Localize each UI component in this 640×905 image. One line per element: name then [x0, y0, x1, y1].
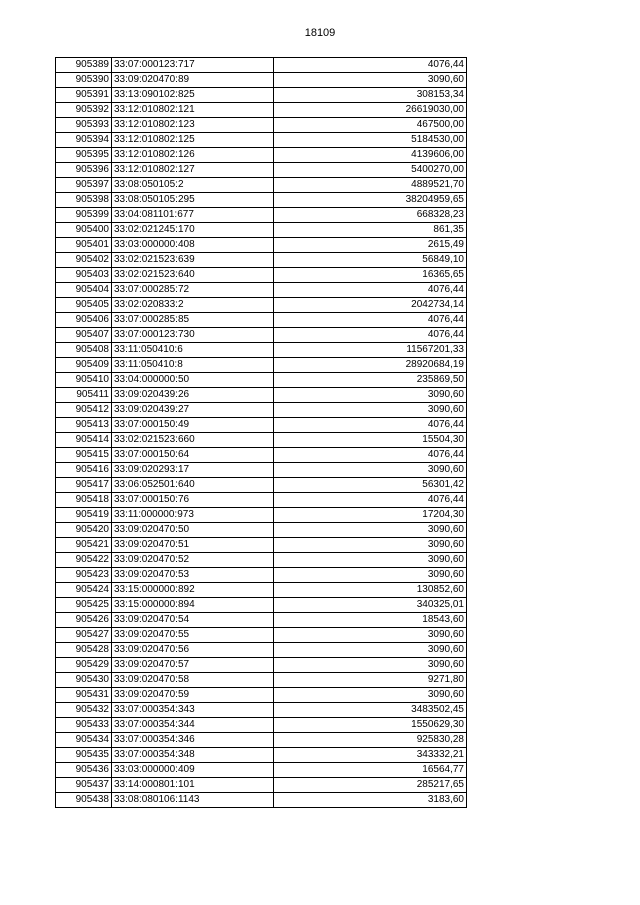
table-row: [56, 163, 467, 178]
cadastral-value-cell: 861,35: [274, 223, 467, 238]
cadastral-value-cell: 4076,44: [274, 418, 467, 433]
table-row: [56, 568, 467, 583]
cadastral-number-cell: 33:07:000285:85: [112, 313, 274, 328]
cadastral-number-cell: 33:02:020833:2: [112, 298, 274, 313]
cadastral-value-cell: 2042734,14: [274, 298, 467, 313]
row-id-cell: 905406: [56, 313, 112, 328]
cadastral-number-cell: 33:08:050105:2: [112, 178, 274, 193]
row-id-cell: 905437: [56, 778, 112, 793]
table-row: [56, 223, 467, 238]
cadastral-number-cell: 33:09:020470:89: [112, 73, 274, 88]
table-row: [56, 418, 467, 433]
cadastral-value-cell: 3090,60: [274, 688, 467, 703]
cadastral-number-cell: 33:04:081101:677: [112, 208, 274, 223]
table-row: [56, 88, 467, 103]
table-row: [56, 508, 467, 523]
table-row: [56, 283, 467, 298]
table-row: [56, 73, 467, 88]
cadastral-value-cell: 3090,60: [274, 538, 467, 553]
row-id-cell: 905423: [56, 568, 112, 583]
row-id-cell: 905408: [56, 343, 112, 358]
table-row: [56, 793, 467, 808]
table-row: [56, 493, 467, 508]
cadastral-value-cell: 2615,49: [274, 238, 467, 253]
cadastral-number-cell: 33:09:020470:55: [112, 628, 274, 643]
row-id-cell: 905412: [56, 403, 112, 418]
cadastral-value-cell: 4076,44: [274, 58, 467, 73]
cadastral-number-cell: 33:11:000000:973: [112, 508, 274, 523]
row-id-cell: 905417: [56, 478, 112, 493]
table-row: [56, 373, 467, 388]
row-id-cell: 905415: [56, 448, 112, 463]
row-id-cell: 905424: [56, 583, 112, 598]
row-id-cell: 905430: [56, 673, 112, 688]
cadastral-value-cell: 56301,42: [274, 478, 467, 493]
row-id-cell: 905422: [56, 553, 112, 568]
row-id-cell: 905389: [56, 58, 112, 73]
row-id-cell: 905431: [56, 688, 112, 703]
row-id-cell: 905400: [56, 223, 112, 238]
cadastral-value-cell: 18543,60: [274, 613, 467, 628]
table-row: [56, 448, 467, 463]
row-id-cell: 905421: [56, 538, 112, 553]
cadastral-number-cell: 33:09:020470:51: [112, 538, 274, 553]
cadastral-value-cell: 9271,80: [274, 673, 467, 688]
table-row: [56, 403, 467, 418]
row-id-cell: 905402: [56, 253, 112, 268]
table-row: [56, 298, 467, 313]
table-row: [56, 643, 467, 658]
cadastral-value-cell: 16564,77: [274, 763, 467, 778]
cadastral-number-cell: 33:07:000354:346: [112, 733, 274, 748]
cadastral-number-cell: 33:08:080106:1143: [112, 793, 274, 808]
cadastral-value-cell: 130852,60: [274, 583, 467, 598]
cadastral-number-cell: 33:09:020470:50: [112, 523, 274, 538]
cadastral-value-cell: 668328,23: [274, 208, 467, 223]
cadastral-value-cell: 4889521,70: [274, 178, 467, 193]
row-id-cell: 905434: [56, 733, 112, 748]
table-row: [56, 433, 467, 448]
row-id-cell: 905433: [56, 718, 112, 733]
row-id-cell: 905394: [56, 133, 112, 148]
page-number: 18109: [304, 27, 336, 39]
row-id-cell: 905405: [56, 298, 112, 313]
cadastral-number-cell: 33:12:010802:126: [112, 148, 274, 163]
cadastral-value-cell: 925830,28: [274, 733, 467, 748]
row-id-cell: 905411: [56, 388, 112, 403]
table-row: [56, 193, 467, 208]
cadastral-number-cell: 33:07:000354:344: [112, 718, 274, 733]
row-id-cell: 905396: [56, 163, 112, 178]
row-id-cell: 905393: [56, 118, 112, 133]
row-id-cell: 905420: [56, 523, 112, 538]
table-row: [56, 538, 467, 553]
cadastral-number-cell: 33:07:000354:343: [112, 703, 274, 718]
table-row: [56, 688, 467, 703]
cadastral-number-cell: 33:09:020439:26: [112, 388, 274, 403]
row-id-cell: 905395: [56, 148, 112, 163]
cadastral-number-cell: 33:13:090102:825: [112, 88, 274, 103]
cadastral-number-cell: 33:15:000000:894: [112, 598, 274, 613]
cadastral-number-cell: 33:09:020470:59: [112, 688, 274, 703]
cadastral-value-cell: 3183,60: [274, 793, 467, 808]
table-row: [56, 268, 467, 283]
cadastral-value-cell: 3090,60: [274, 73, 467, 88]
table-row: [56, 463, 467, 478]
cadastral-number-cell: 33:12:010802:121: [112, 103, 274, 118]
cadastral-number-cell: 33:04:000000:50: [112, 373, 274, 388]
cadastral-value-cell: 467500,00: [274, 118, 467, 133]
table-row: [56, 598, 467, 613]
cadastral-number-cell: 33:09:020470:52: [112, 553, 274, 568]
cadastral-value-cell: 3483502,45: [274, 703, 467, 718]
cadastral-value-cell: 3090,60: [274, 388, 467, 403]
cadastral-value-cell: 3090,60: [274, 553, 467, 568]
cadastral-value-cell: 343332,21: [274, 748, 467, 763]
table-row: [56, 58, 467, 73]
cadastral-value-cell: 3090,60: [274, 463, 467, 478]
table-row: [56, 208, 467, 223]
table-row: [56, 313, 467, 328]
table-row: [56, 733, 467, 748]
row-id-cell: 905414: [56, 433, 112, 448]
cadastral-value-cell: 4076,44: [274, 328, 467, 343]
row-id-cell: 905392: [56, 103, 112, 118]
table-row: [56, 748, 467, 763]
row-id-cell: 905413: [56, 418, 112, 433]
cadastral-value-cell: 4076,44: [274, 313, 467, 328]
row-id-cell: 905418: [56, 493, 112, 508]
cadastral-value-cell: 3090,60: [274, 658, 467, 673]
cadastral-number-cell: 33:09:020293:17: [112, 463, 274, 478]
table-row: [56, 253, 467, 268]
cadastral-number-cell: 33:09:020439:27: [112, 403, 274, 418]
cadastral-number-cell: 33:11:050410:6: [112, 343, 274, 358]
row-id-cell: 905425: [56, 598, 112, 613]
row-id-cell: 905426: [56, 613, 112, 628]
row-id-cell: 905428: [56, 643, 112, 658]
table-row: [56, 343, 467, 358]
cadastral-number-cell: 33:09:020470:54: [112, 613, 274, 628]
cadastral-number-cell: 33:08:050105:295: [112, 193, 274, 208]
cadastral-number-cell: 33:12:010802:123: [112, 118, 274, 133]
table-body: [56, 58, 467, 808]
row-id-cell: 905398: [56, 193, 112, 208]
cadastral-number-cell: 33:02:021523:660: [112, 433, 274, 448]
row-id-cell: 905416: [56, 463, 112, 478]
table-row: [56, 388, 467, 403]
table-row: [56, 358, 467, 373]
cadastral-number-cell: 33:07:000123:717: [112, 58, 274, 73]
row-id-cell: 905403: [56, 268, 112, 283]
table-row: [56, 238, 467, 253]
table-row: [56, 583, 467, 598]
row-id-cell: 905438: [56, 793, 112, 808]
cadastral-number-cell: 33:07:000123:730: [112, 328, 274, 343]
cadastral-value-cell: 17204,30: [274, 508, 467, 523]
table-row: [56, 613, 467, 628]
cadastral-number-cell: 33:14:000801:101: [112, 778, 274, 793]
row-id-cell: 905432: [56, 703, 112, 718]
cadastral-value-cell: 235869,50: [274, 373, 467, 388]
cadastral-value-table: [55, 57, 467, 808]
cadastral-number-cell: 33:07:000150:49: [112, 418, 274, 433]
row-id-cell: 905391: [56, 88, 112, 103]
row-id-cell: 905401: [56, 238, 112, 253]
table-row: [56, 553, 467, 568]
table-row: [56, 103, 467, 118]
cadastral-number-cell: 33:07:000150:76: [112, 493, 274, 508]
cadastral-number-cell: 33:02:021523:639: [112, 253, 274, 268]
cadastral-number-cell: 33:07:000285:72: [112, 283, 274, 298]
cadastral-value-cell: 5184530,00: [274, 133, 467, 148]
cadastral-number-cell: 33:03:000000:408: [112, 238, 274, 253]
cadastral-value-cell: 4076,44: [274, 493, 467, 508]
row-id-cell: 905435: [56, 748, 112, 763]
table-row: [56, 523, 467, 538]
cadastral-value-cell: 285217,65: [274, 778, 467, 793]
row-id-cell: 905397: [56, 178, 112, 193]
table-row: [56, 478, 467, 493]
cadastral-number-cell: 33:09:020470:58: [112, 673, 274, 688]
table-row: [56, 703, 467, 718]
row-id-cell: 905436: [56, 763, 112, 778]
row-id-cell: 905427: [56, 628, 112, 643]
cadastral-number-cell: 33:07:000354:348: [112, 748, 274, 763]
cadastral-number-cell: 33:09:020470:57: [112, 658, 274, 673]
table-row: [56, 628, 467, 643]
row-id-cell: 905404: [56, 283, 112, 298]
cadastral-value-cell: 3090,60: [274, 523, 467, 538]
table-row: [56, 778, 467, 793]
cadastral-value-cell: 11567201,33: [274, 343, 467, 358]
cadastral-value-cell: 3090,60: [274, 643, 467, 658]
cadastral-number-cell: 33:12:010802:125: [112, 133, 274, 148]
cadastral-value-cell: 56849,10: [274, 253, 467, 268]
table-row: [56, 328, 467, 343]
row-id-cell: 905407: [56, 328, 112, 343]
cadastral-number-cell: 33:07:000150:64: [112, 448, 274, 463]
cadastral-value-cell: 3090,60: [274, 568, 467, 583]
table-row: [56, 658, 467, 673]
table-row: [56, 763, 467, 778]
row-id-cell: 905419: [56, 508, 112, 523]
table-row: [56, 673, 467, 688]
cadastral-number-cell: 33:15:000000:892: [112, 583, 274, 598]
cadastral-value-cell: 28920684,19: [274, 358, 467, 373]
row-id-cell: 905409: [56, 358, 112, 373]
row-id-cell: 905429: [56, 658, 112, 673]
cadastral-number-cell: 33:09:020470:53: [112, 568, 274, 583]
row-id-cell: 905399: [56, 208, 112, 223]
cadastral-value-cell: 1550629,30: [274, 718, 467, 733]
cadastral-value-cell: 4076,44: [274, 448, 467, 463]
cadastral-number-cell: 33:09:020470:56: [112, 643, 274, 658]
cadastral-number-cell: 33:03:000000:409: [112, 763, 274, 778]
row-id-cell: 905390: [56, 73, 112, 88]
cadastral-number-cell: 33:11:050410:8: [112, 358, 274, 373]
cadastral-value-cell: 26619030,00: [274, 103, 467, 118]
cadastral-value-cell: 5400270,00: [274, 163, 467, 178]
cadastral-number-cell: 33:06:052501:640: [112, 478, 274, 493]
cadastral-value-cell: 38204959,65: [274, 193, 467, 208]
cadastral-value-cell: 3090,60: [274, 403, 467, 418]
cadastral-value-cell: 15504,30: [274, 433, 467, 448]
table-row: [56, 178, 467, 193]
cadastral-value-cell: 308153,34: [274, 88, 467, 103]
cadastral-number-cell: 33:02:021523:640: [112, 268, 274, 283]
cadastral-number-cell: 33:02:021245:170: [112, 223, 274, 238]
cadastral-value-cell: 3090,60: [274, 628, 467, 643]
table-row: [56, 133, 467, 148]
cadastral-value-cell: 340325,01: [274, 598, 467, 613]
row-id-cell: 905410: [56, 373, 112, 388]
table-row: [56, 148, 467, 163]
table-row: [56, 118, 467, 133]
cadastral-value-cell: 4076,44: [274, 283, 467, 298]
table-row: [56, 718, 467, 733]
cadastral-number-cell: 33:12:010802:127: [112, 163, 274, 178]
cadastral-value-cell: 16365,65: [274, 268, 467, 283]
cadastral-value-cell: 4139606,00: [274, 148, 467, 163]
